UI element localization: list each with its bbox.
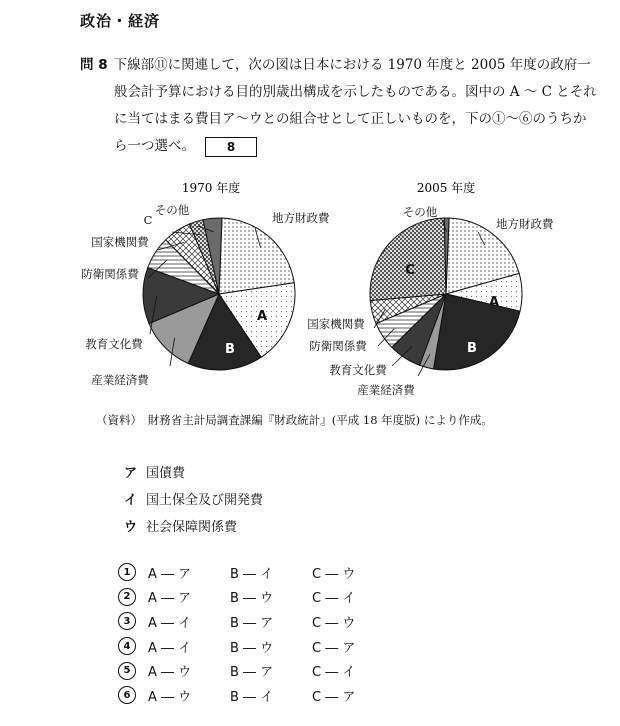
option-a: A ― ア xyxy=(148,566,192,582)
option-1[interactable] xyxy=(118,560,394,585)
option-number: 6 xyxy=(118,686,136,704)
option-2[interactable] xyxy=(118,585,394,610)
option-number: 4 xyxy=(118,637,136,655)
chart-title: 1970 年度 xyxy=(181,181,241,195)
slice-label: 地方財政費 xyxy=(272,211,330,225)
slice-label: その他 xyxy=(402,205,438,219)
source-note: （資料） 財務省主計局調査課編『財政統計』(平成 18 年度版) により作成。 xyxy=(96,413,493,427)
term-item xyxy=(124,458,263,485)
slice-label: 国家機関費 xyxy=(91,235,149,249)
slice-label: 国家機関費 xyxy=(307,317,365,331)
option-a: A ― イ xyxy=(148,640,192,656)
pie-charts xyxy=(0,170,620,410)
term-text: 国債費 xyxy=(146,466,186,481)
slice-label: その他 xyxy=(154,203,190,217)
term-text: 社会保障関係費 xyxy=(146,520,238,535)
section-title: 政治・経済 xyxy=(80,12,161,30)
question-line-3: に当てはまる費目ア～ウとの組合せとして正しいものを，下の①～⑥のうちか xyxy=(114,111,587,127)
question-block xyxy=(80,52,597,160)
chart-title: 2005 年度 xyxy=(416,181,476,195)
slice-label: A xyxy=(256,309,268,324)
slice-label: 防衛関係費 xyxy=(309,339,367,353)
slice-label: 地方財政費 xyxy=(496,217,554,231)
option-3[interactable] xyxy=(118,609,394,634)
slice-label: 産業経済費 xyxy=(357,383,415,397)
option-a: A ― ウ xyxy=(148,665,192,681)
term-list xyxy=(124,458,263,539)
question-line-1: 下線部⑪に関連して，次の図は日本における 1970 年度と 2005 年度の政府一 xyxy=(113,57,591,73)
pie-chart-1 xyxy=(81,180,330,387)
pie-slice xyxy=(370,218,446,300)
slice-label: 防衛関係費 xyxy=(81,267,139,281)
option-b: B ― イ xyxy=(230,689,274,705)
option-6[interactable] xyxy=(118,683,394,708)
option-c: C ― ウ xyxy=(312,615,356,631)
option-number: 5 xyxy=(118,662,136,680)
slice-label: A xyxy=(488,295,500,310)
option-b: B ― ウ xyxy=(230,640,274,656)
slice-label: C xyxy=(143,213,153,227)
option-number: 3 xyxy=(118,612,136,630)
slice-label: 教育文化費 xyxy=(85,337,143,351)
pie-slice xyxy=(219,218,294,294)
question-line-4: ら一つ選べ。 xyxy=(114,138,195,154)
option-number: 1 xyxy=(118,563,136,581)
slice-label: B xyxy=(225,342,235,357)
option-b: B ― ウ xyxy=(230,591,274,607)
option-a: A ― イ xyxy=(148,615,192,631)
option-c: C ― ア xyxy=(312,640,356,656)
term-key: ア xyxy=(124,466,138,481)
slice-label: B xyxy=(467,341,477,356)
question-line-2: 般会計予算における目的別歳出構成を示したものである。図中の A ～ C とそれ xyxy=(114,84,597,100)
slice-label: 教育文化費 xyxy=(329,363,387,377)
option-number: 2 xyxy=(118,588,136,606)
answer-box[interactable]: 8 xyxy=(205,137,257,157)
answer-options xyxy=(118,560,394,708)
question-number: 問 8 xyxy=(80,57,108,73)
term-key: ウ xyxy=(124,520,138,535)
option-b: B ― ア xyxy=(230,615,274,631)
term-item xyxy=(124,485,263,512)
term-item xyxy=(124,512,263,539)
option-b: B ― イ xyxy=(230,566,274,582)
option-b: B ― ア xyxy=(230,665,274,681)
option-5[interactable] xyxy=(118,658,394,683)
option-c: C ― ア xyxy=(312,689,356,705)
option-c: C ― イ xyxy=(312,591,356,607)
slice-label: C xyxy=(405,263,415,278)
pie-chart-2 xyxy=(307,180,554,397)
term-text: 国土保全及び開発費 xyxy=(146,493,264,508)
option-a: A ― ア xyxy=(148,591,192,607)
option-4[interactable] xyxy=(118,634,394,659)
option-a: A ― ウ xyxy=(148,689,192,705)
option-c: C ― イ xyxy=(312,665,356,681)
term-key: イ xyxy=(124,493,138,508)
slice-label: 産業経済費 xyxy=(91,373,149,387)
option-c: C ― ウ xyxy=(312,566,356,582)
